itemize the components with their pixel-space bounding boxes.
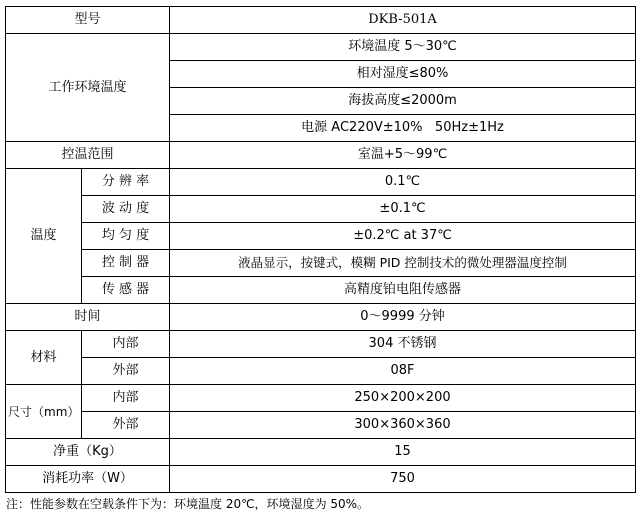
table-row-temp-2 [6, 196, 636, 223]
size-sub-label-1: 内部 [82, 385, 170, 412]
temp-sub-value-1: 0.1℃ [170, 169, 636, 196]
table-row-size-1 [6, 385, 636, 412]
temp-sub-label-1: 分 辨 率 [82, 169, 170, 196]
table-row-temp-5 [6, 277, 636, 304]
temp-sub-label-3: 均 匀 度 [82, 223, 170, 250]
table-row-temp-4 [6, 250, 636, 277]
table-row-range [6, 142, 636, 169]
spec-table [5, 6, 636, 493]
size-sub-value-1: 250×200×200 [170, 385, 636, 412]
time-label: 时间 [6, 304, 170, 331]
table-row-material-1 [6, 331, 636, 358]
table-row-material-2 [6, 358, 636, 385]
table-row-power [6, 466, 636, 493]
power-label: 消耗功率（W） [6, 466, 170, 493]
temp-sub-value-2: ±0.1℃ [170, 196, 636, 223]
material-label: 材料 [6, 331, 82, 385]
table-row-time [6, 304, 636, 331]
time-value: 0～9999 分钟 [170, 304, 636, 331]
env-value-4: 电源 AC220V±10% 50Hz±1Hz [170, 115, 636, 142]
env-value-1: 环境温度 5～30℃ [170, 34, 636, 61]
model-value: DKB-501A [170, 7, 636, 34]
env-value-2: 相对湿度≤80% [170, 61, 636, 88]
env-value-3: 海拔高度≤2000m [170, 88, 636, 115]
footnote: 注：性能参数在空载条件下为：环境温度 20℃，环境湿度为 50%。 [6, 497, 370, 511]
size-label: 尺寸（mm） [6, 385, 82, 439]
range-label: 控温范围 [6, 142, 170, 169]
table-row-env-1 [6, 34, 636, 61]
temp-label: 温度 [6, 169, 82, 304]
temp-sub-value-5: 高精度铂电阻传感器 [170, 277, 636, 304]
table-row-temp-1 [6, 169, 636, 196]
material-sub-label-1: 内部 [82, 331, 170, 358]
table-row-weight [6, 439, 636, 466]
table-row-size-2 [6, 412, 636, 439]
material-sub-value-1: 304 不锈钢 [170, 331, 636, 358]
range-value: 室温+5～99℃ [170, 142, 636, 169]
temp-sub-label-4: 控 制 器 [82, 250, 170, 277]
table-row-model [6, 7, 636, 34]
temp-sub-label-5: 传 感 器 [82, 277, 170, 304]
material-sub-value-2: 08F [170, 358, 636, 385]
temp-sub-value-3: ±0.2℃ at 37℃ [170, 223, 636, 250]
material-sub-label-2: 外部 [82, 358, 170, 385]
power-value: 750 [170, 466, 636, 493]
env-label: 工作环境温度 [6, 34, 170, 142]
table-row-temp-3 [6, 223, 636, 250]
temp-sub-label-2: 波 动 度 [82, 196, 170, 223]
weight-value: 15 [170, 439, 636, 466]
size-sub-label-2: 外部 [82, 412, 170, 439]
model-label: 型号 [6, 7, 170, 34]
temp-sub-value-4: 液晶显示，按键式，模糊 PID 控制技术的微处理器温度控制 [170, 250, 636, 277]
size-sub-value-2: 300×360×360 [170, 412, 636, 439]
weight-label: 净重（Kg） [6, 439, 170, 466]
